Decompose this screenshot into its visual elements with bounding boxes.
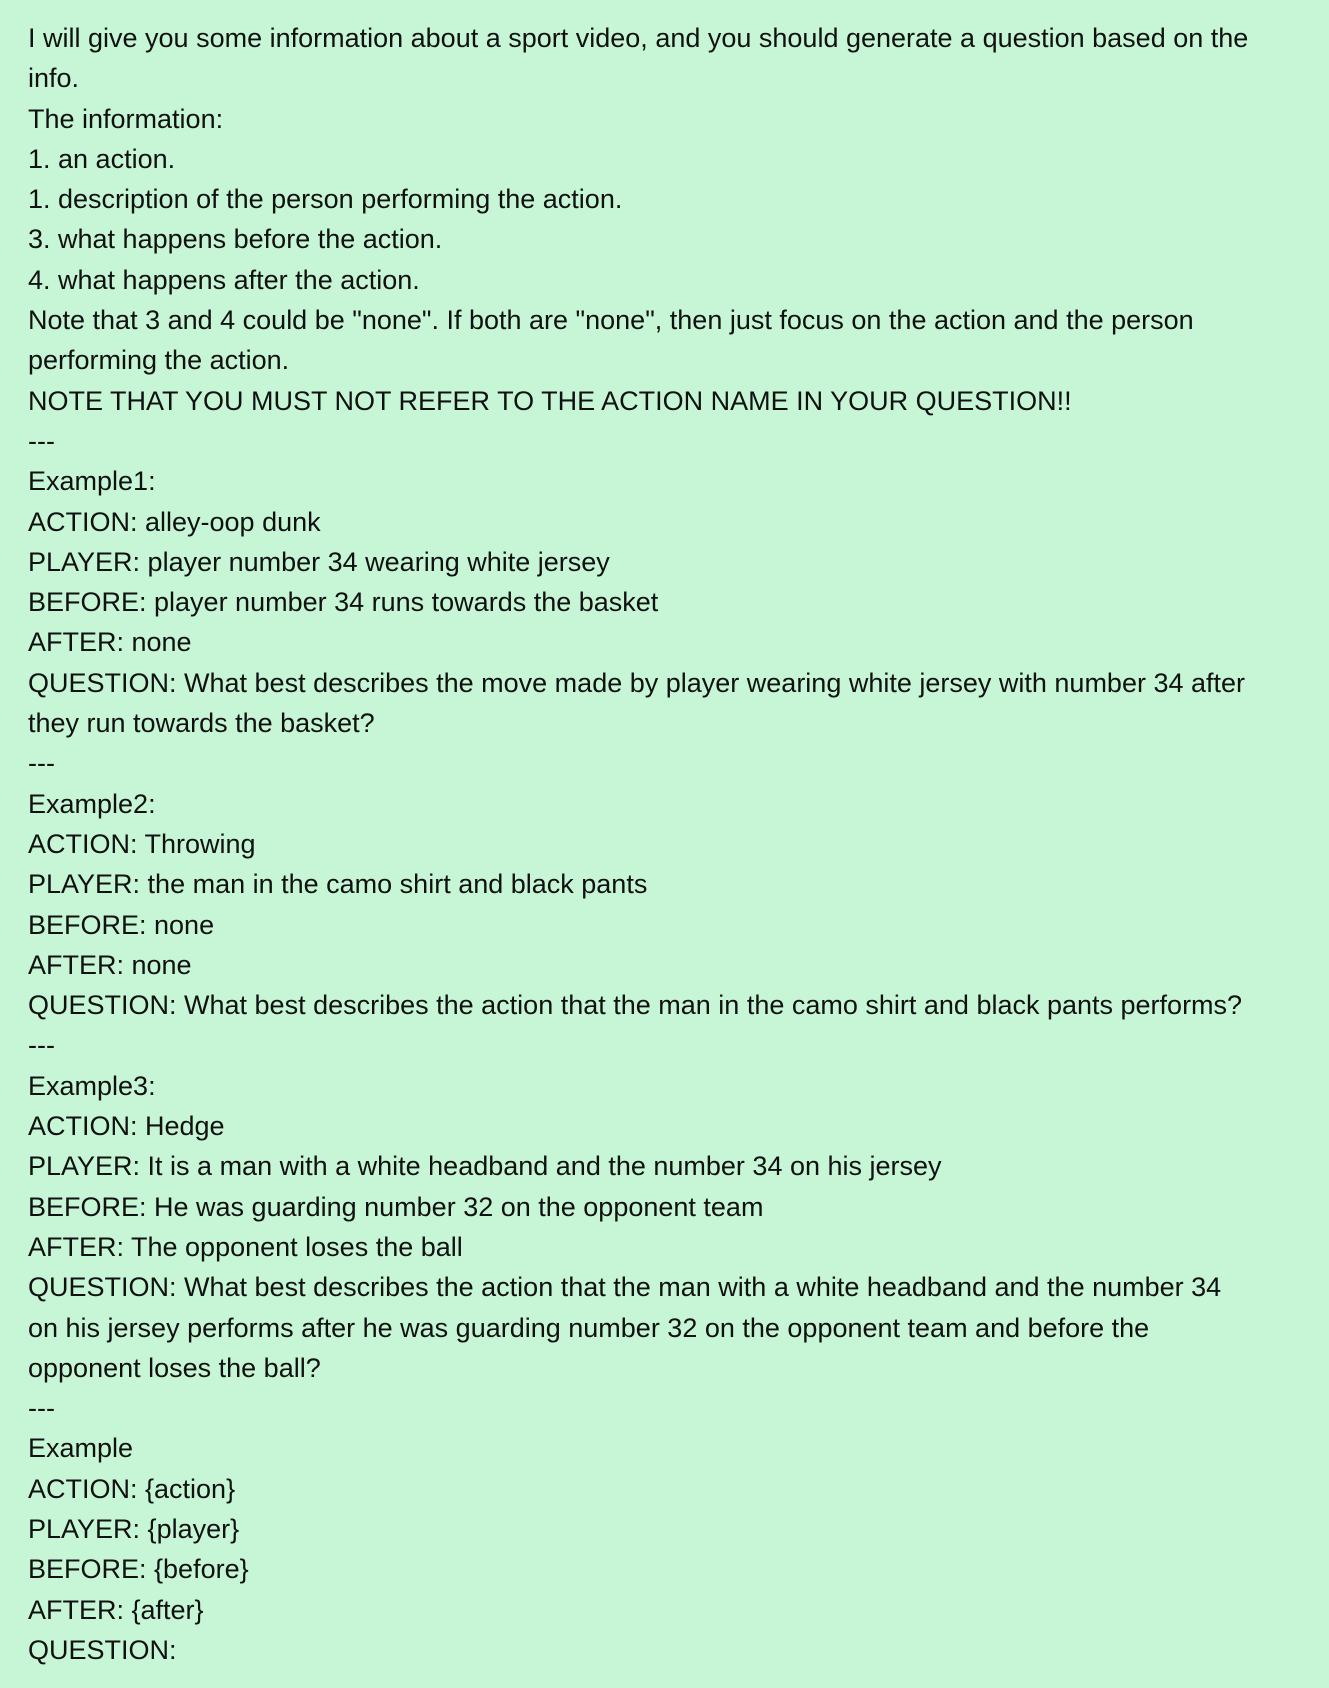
text-line: PLAYER: {player} xyxy=(28,1513,240,1544)
separator-line: --- xyxy=(28,1393,55,1424)
text-line: 1. description of the person performing the action. xyxy=(28,184,623,215)
text-line: BEFORE: He was guarding number 32 on the opponent team xyxy=(28,1191,764,1222)
text-line: PLAYER: player number 34 wearing white jersey xyxy=(28,546,610,577)
text-line: NOTE THAT YOU MUST NOT REFER TO THE ACTION NAME IN YOUR QUESTION!! xyxy=(28,385,1072,416)
text-line: QUESTION: What best describes the action that the man in the camo shirt and black pants performs? xyxy=(28,990,1243,1021)
text-line: PLAYER: the man in the camo shirt and black pants xyxy=(28,869,648,900)
text-line: BEFORE: player number 34 runs towards the basket xyxy=(28,587,659,618)
example-heading: Example xyxy=(28,1433,134,1464)
text-line: BEFORE: {before} xyxy=(28,1554,249,1585)
separator-line: --- xyxy=(28,748,55,779)
text-line: 1. an action. xyxy=(28,143,176,174)
example-heading: Example2: xyxy=(28,788,156,819)
text-line: Note that 3 and 4 could be "none". If both are "none", then just focus on the action and the person xyxy=(28,305,1194,336)
text-line: ACTION: Hedge xyxy=(28,1111,225,1142)
text-line: QUESTION: What best describes the action that the man with a white headband and the number 34 xyxy=(28,1272,1222,1303)
text-line: ACTION: alley-oop dunk xyxy=(28,506,321,537)
text-line: AFTER: The opponent loses the ball xyxy=(28,1231,463,1262)
text-line: performing the action. xyxy=(28,345,290,376)
text-line: PLAYER: It is a man with a white headband and the number 34 on his jersey xyxy=(28,1151,942,1182)
text-line: they run towards the basket? xyxy=(28,708,375,739)
text-line: opponent loses the ball? xyxy=(28,1352,321,1383)
example-heading: Example3: xyxy=(28,1070,156,1101)
text-line: 3. what happens before the action. xyxy=(28,224,443,255)
text-line: I will give you some information about a sport video, and you should generate a question based on the xyxy=(28,23,1249,53)
text-line: QUESTION: xyxy=(28,1634,177,1665)
text-line: The information: xyxy=(28,103,224,134)
text-line: 4. what happens after the action. xyxy=(28,264,420,295)
text-line: ACTION: {action} xyxy=(28,1473,236,1504)
text-line: on his jersey performs after he was guarding number 32 on the opponent team and before the xyxy=(28,1312,1150,1343)
text-line: AFTER: {after} xyxy=(28,1594,204,1625)
text-line: AFTER: none xyxy=(28,949,192,980)
separator-line: --- xyxy=(28,425,55,456)
separator-line: --- xyxy=(28,1030,55,1061)
example-heading: Example1: xyxy=(28,466,156,497)
text-line: info. xyxy=(28,63,80,94)
text-line: ACTION: Throwing xyxy=(28,828,256,859)
text-line: QUESTION: What best describes the move made by player wearing white jersey with number 34 after xyxy=(28,667,1246,698)
text-line: AFTER: none xyxy=(28,627,192,658)
text-line: BEFORE: none xyxy=(28,909,215,940)
